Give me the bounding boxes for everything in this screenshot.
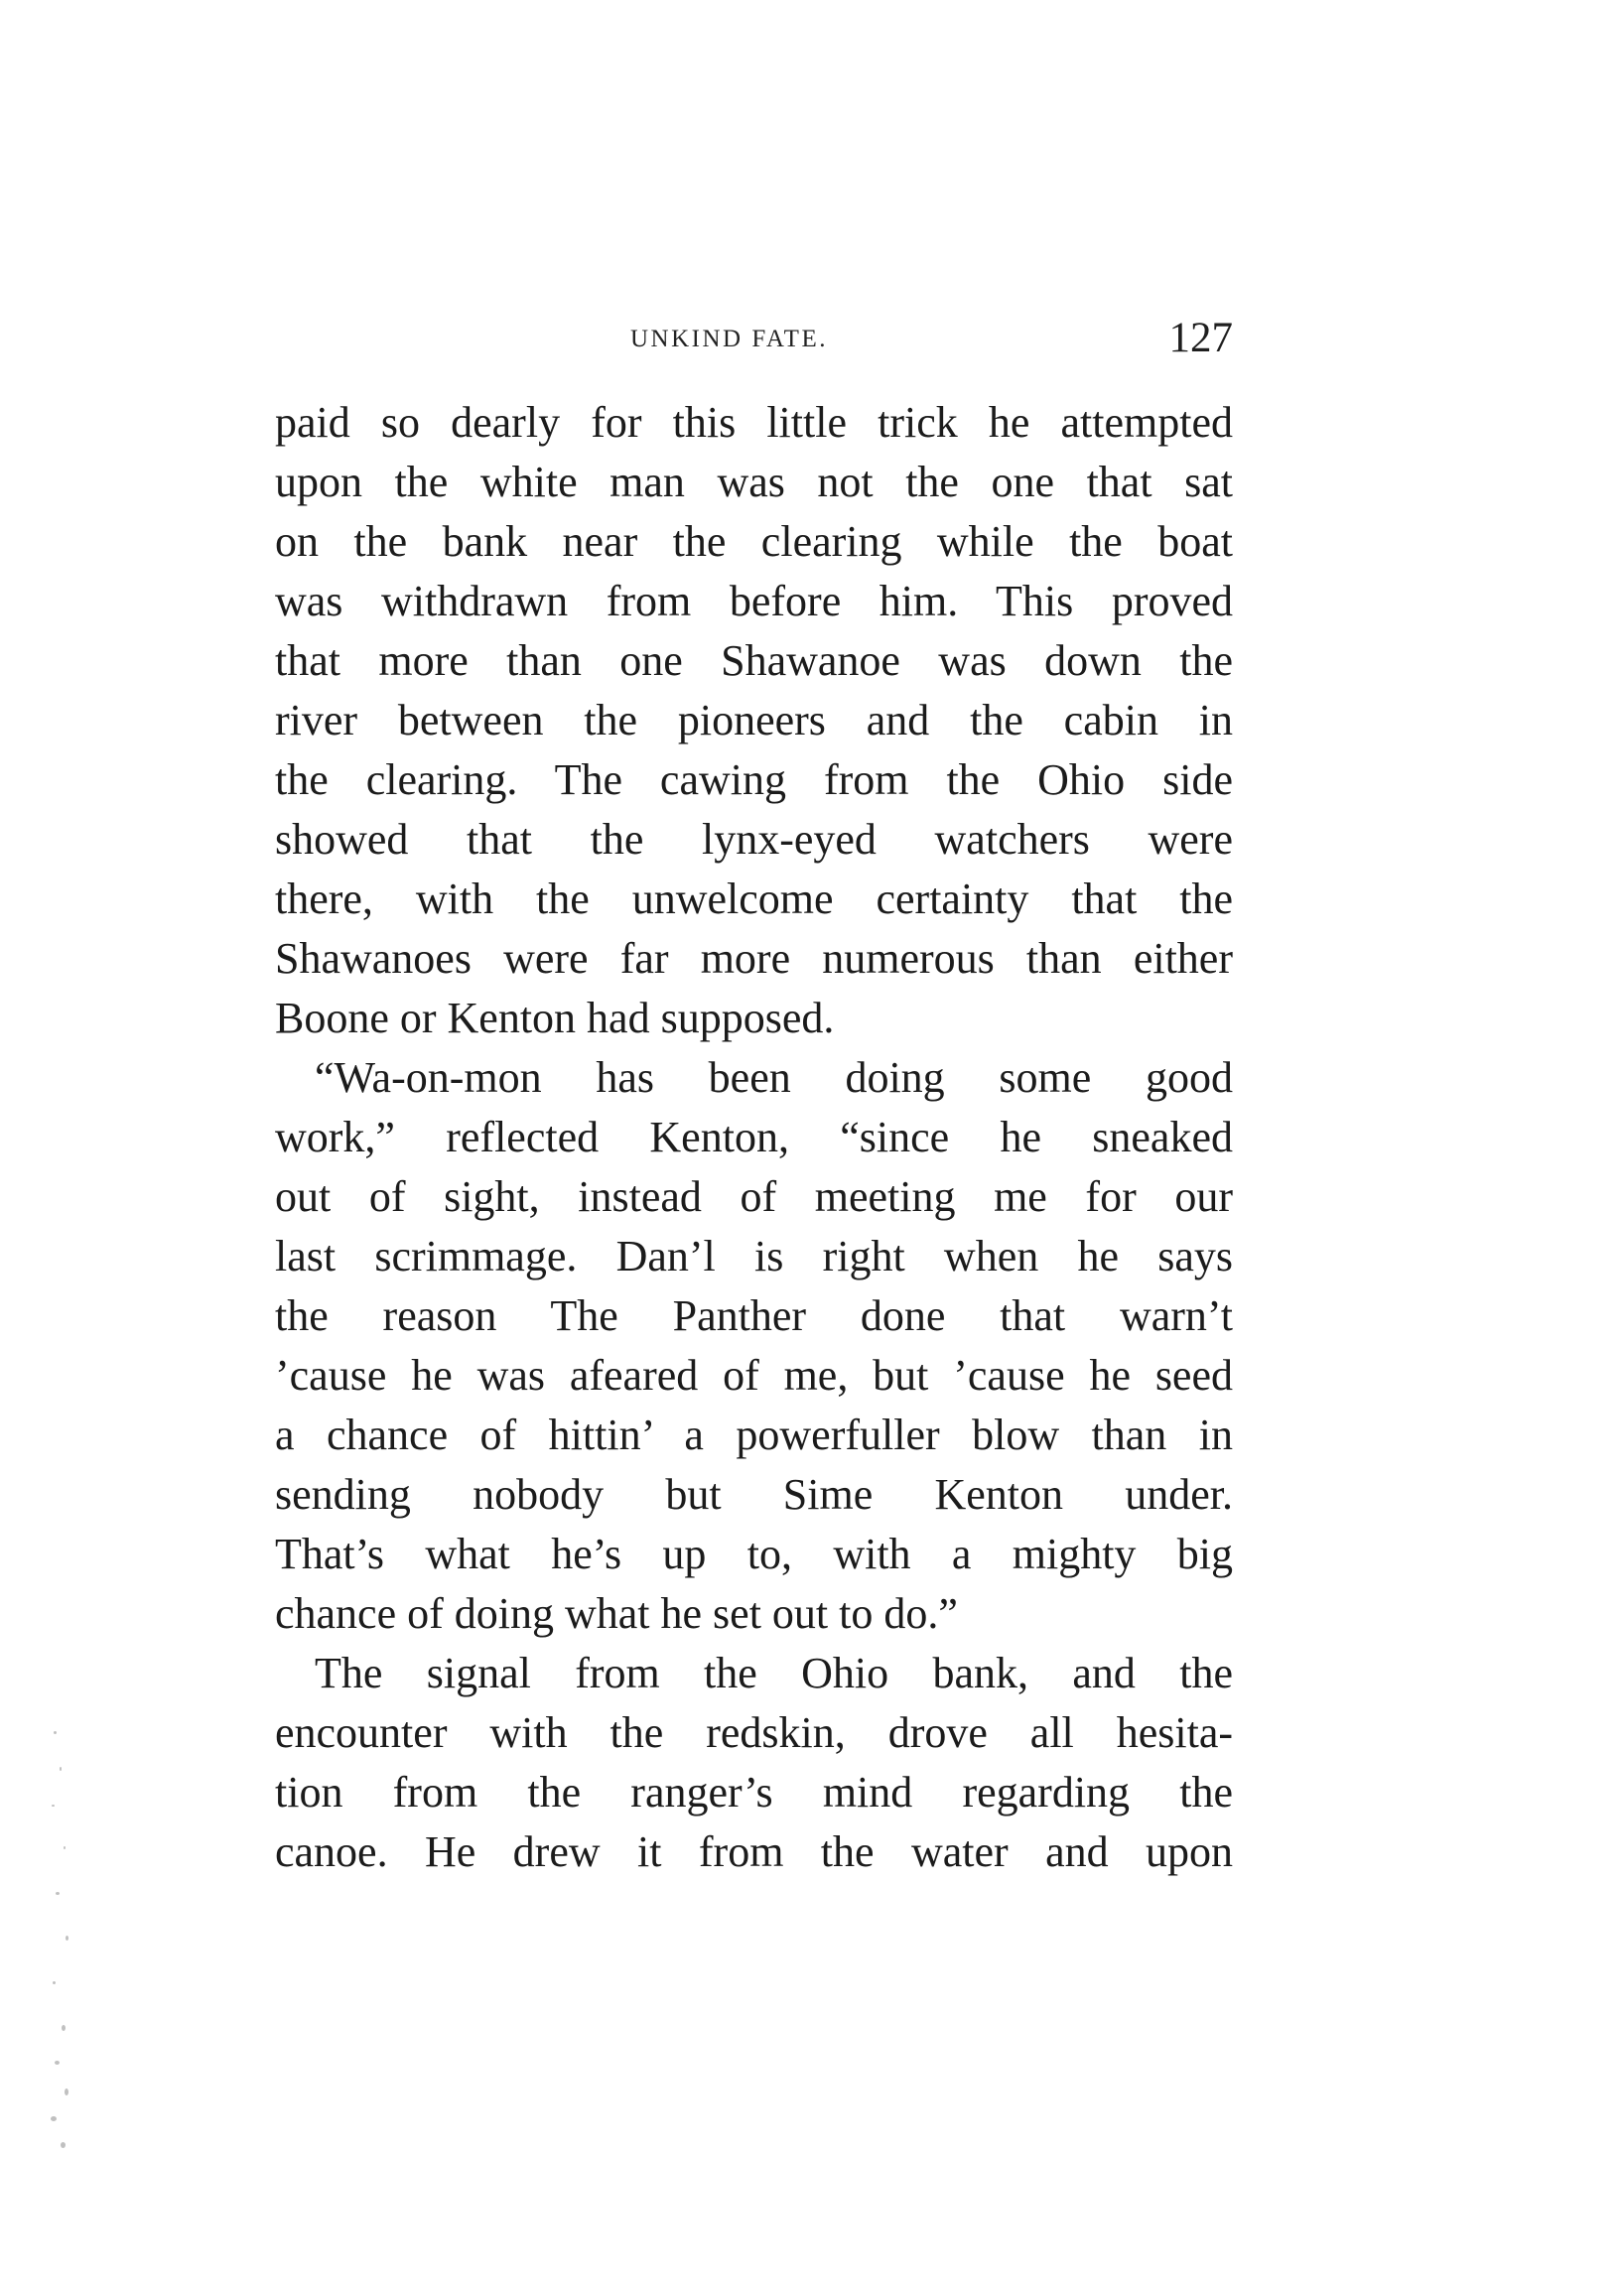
text-line: last scrimmage. Dan’l is right when he says — [275, 1232, 1233, 1280]
text-line: there, with the unwelcome certainty that the — [275, 875, 1233, 923]
body-text — [275, 393, 1233, 1882]
speck — [55, 2061, 60, 2065]
speck — [65, 2088, 68, 2095]
text-line: chance of doing what he set out to do.” — [275, 1589, 958, 1638]
speck — [53, 1981, 56, 1984]
text-line: showed that the lynx-eyed watchers were — [275, 815, 1233, 864]
text-line: work,” reflected Kenton, “since he sneaked — [275, 1113, 1233, 1161]
text-line: upon the white man was not the one that sat — [275, 458, 1233, 506]
text-line: tion from the ranger’s mind regarding the — [275, 1768, 1233, 1817]
text-line: out of sight, instead of meeting me for our — [275, 1172, 1233, 1221]
text-line: on the bank near the clearing while the boat — [275, 517, 1233, 566]
running-title: UNKIND FATE. — [630, 326, 828, 352]
text-line: a chance of hittin’ a powerfuller blow than in — [275, 1411, 1233, 1459]
text-line: paid so dearly for this little trick he attempted — [275, 398, 1233, 447]
speck — [52, 1805, 55, 1807]
speck — [54, 1731, 57, 1734]
speck — [61, 2142, 66, 2148]
text-line: That’s what he’s up to, with a mighty big — [275, 1530, 1233, 1578]
speck — [60, 1767, 62, 1771]
text-line: encounter with the redskin, drove all hesita- — [275, 1708, 1233, 1757]
speck — [64, 1846, 66, 1849]
text-line: river between the pioneers and the cabin in — [275, 696, 1233, 744]
text-line: Boone or Kenton had supposed. — [275, 994, 835, 1042]
text-line: that more than one Shawanoe was down the — [275, 636, 1233, 685]
text-line: the clearing. The cawing from the Ohio side — [275, 755, 1233, 804]
text-line: The signal from the Ohio bank, and the — [315, 1649, 1233, 1697]
text-line: “Wa-on-mon has been doing some good — [315, 1053, 1233, 1102]
text-line: ’cause he was afeared of me, but ’cause he seed — [275, 1351, 1233, 1400]
speck — [51, 2116, 57, 2121]
text-line: the reason The Panther done that warn’t — [275, 1291, 1233, 1340]
text-line: sending nobody but Sime Kenton under. — [275, 1470, 1233, 1519]
running-head — [278, 316, 1233, 375]
text-line: Shawanoes were far more numerous than either — [275, 934, 1233, 983]
paper-speckles — [46, 1727, 75, 2164]
speck — [56, 1892, 60, 1895]
speck — [66, 1936, 68, 1941]
text-line: canoe. He drew it from the water and upon — [275, 1827, 1233, 1876]
text-line: was withdrawn from before him. This proved — [275, 577, 1233, 625]
page-number: 127 — [1168, 315, 1233, 361]
speck — [62, 2025, 66, 2031]
